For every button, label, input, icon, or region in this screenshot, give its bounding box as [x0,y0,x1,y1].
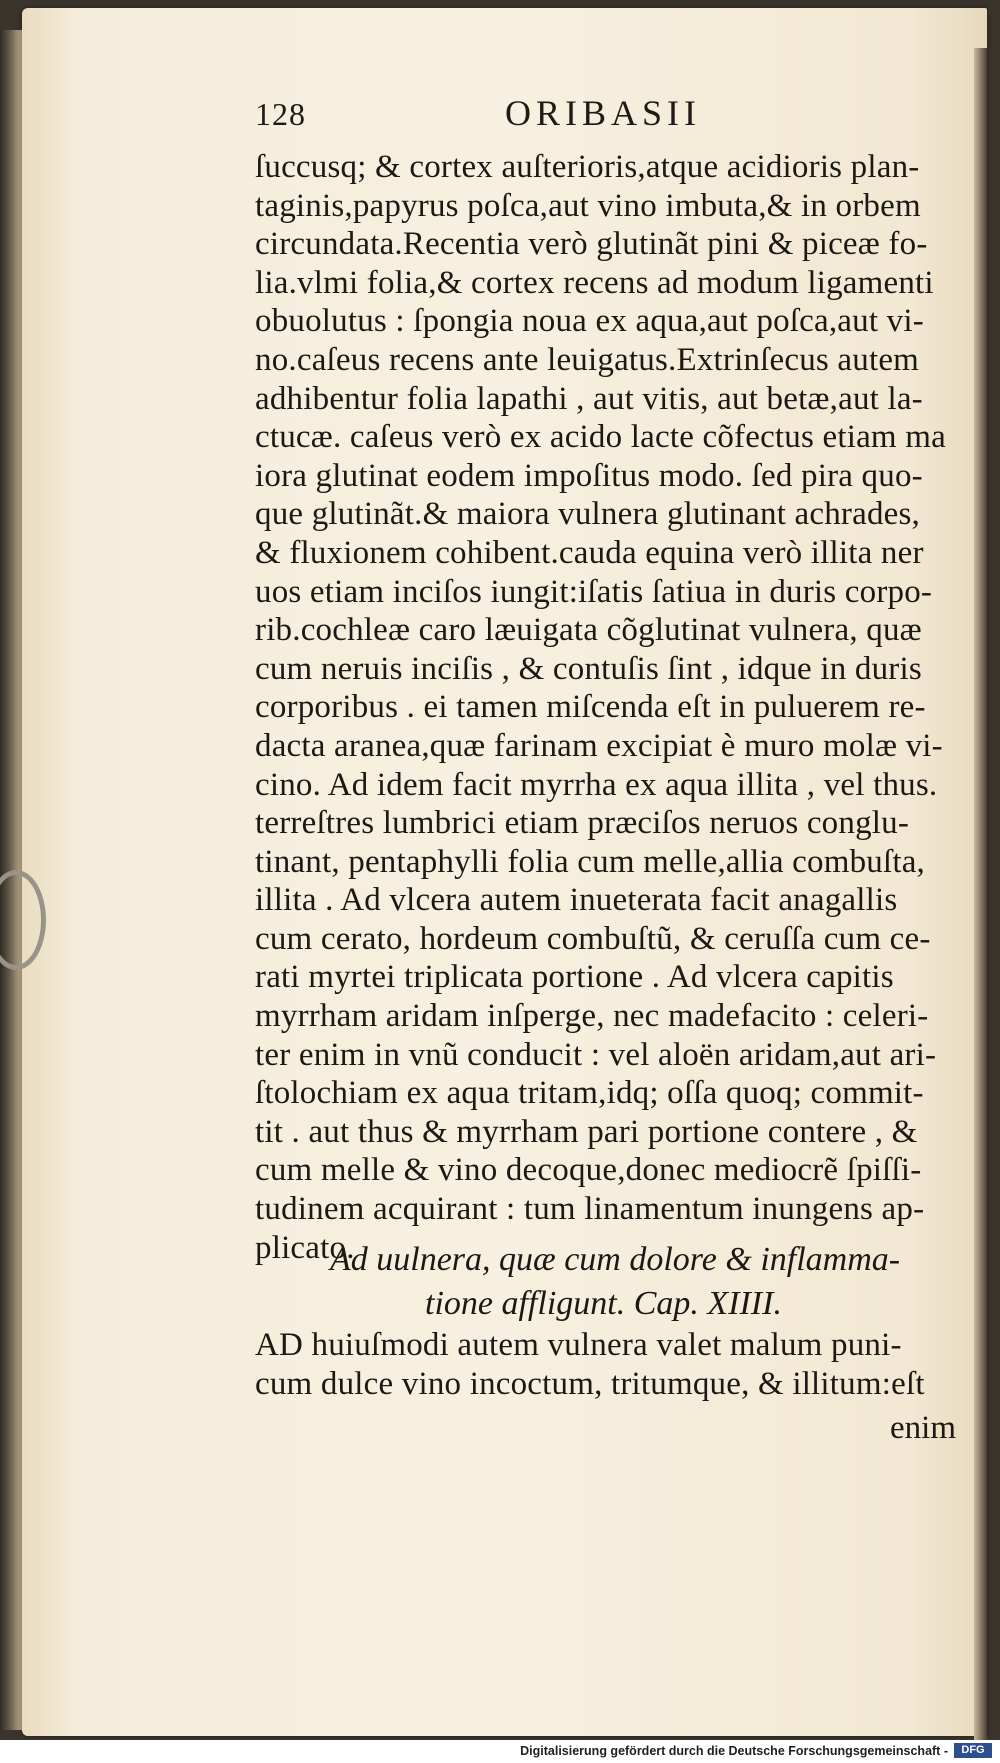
text-line: tudinem acquirant : tum linamentum inungens ap- [255,1191,925,1228]
text-line: corporibus . ei tamen miſcenda eſt in puluerem re- [255,689,926,726]
text-line: ter enim in vnũ conducit : vel aloën aridam,aut ari- [255,1036,937,1073]
catchword: enim [890,1410,956,1446]
text-line: uos etiam inciſos iungit:iſatis ſatiua in duris corpo- [255,573,933,610]
text-line: obuolutus : ſpongia noua ex aqua,aut poſca,aut vi- [255,303,924,340]
text-line: cum dulce vino incoctum, tritumque, & illitum:eſt [255,1365,925,1402]
text-line: cum cerato, hordeum combuſtũ, & ceruſſa cum ce- [255,920,931,957]
text-line: no.caſeus recens ante leuigatus.Extrinſecus autem [255,341,920,378]
text-line: iora glutinat eodem impoſitus modo. ſed pira quo- [255,457,923,494]
text-line: tinant, pentaphylli folia cum melle,allia combuſta, [255,843,926,880]
text-line: illita . Ad vlcera autem inueterata facit anagallis [255,882,898,919]
text-line: ſuccusq; & cortex auſterioris,atque acidioris plan- [255,149,920,185]
running-title: ORIBASII [505,93,702,133]
footer-bar [0,1740,1000,1763]
footer-credit: Digitalisierung gefördert durch die Deutsche Forschungsgemeinschaft - [520,1744,948,1758]
text-line: AD huiuſmodi autem vulnera valet malum puni- [255,1327,902,1363]
text-line: cino. Ad idem facit myrrha ex aqua illita , vel thus. [255,766,938,803]
text-line: cum melle & vino decoque,donec mediocrẽ ſpiſſi- [255,1152,922,1189]
text-line: que glutinãt.& maiora vulnera glutinant achrades, [255,496,920,533]
body-text [255,148,985,1267]
text-line: taginis,papyrus poſca,aut vino imbuta,& in orbem [255,187,921,224]
text-line: tit . aut thus & myrrham pari portione contere , & [255,1113,918,1150]
chapter-heading-line: Ad uulnera, quæ cum dolore & inflamma- [330,1241,901,1278]
text-line: ſtolochiam ex aqua tritam,idq; oſſa quoq; commit- [255,1075,924,1112]
text-line: dacta aranea,quæ farinam excipiat è muro molæ vi- [255,727,943,764]
chapter-heading-line: tione affligunt. Cap. XIIII. [425,1285,782,1322]
chapter-heading [255,1238,985,1326]
text-line: myrrham aridam inſperge, nec madefacito : celeri- [255,998,929,1035]
text-line: lia.vlmi folia,& cortex recens ad modum ligamenti [255,264,934,301]
text-line: plicato. [255,1229,355,1266]
text-line: rib.cochleæ caro læuigata cõglutinat vulnera, quæ [255,612,922,649]
text-line: terreſtres lumbrici etiam præciſos neruos conglu- [255,805,910,842]
text-line: adhibentur folia lapathi , aut vitis, aut betæ,aut la- [255,380,923,417]
chapter-body [255,1326,985,1403]
running-header [255,92,815,136]
text-line: rati myrtei triplicata portione . Ad vlcera capitis [255,959,894,996]
dfg-logo: DFG [954,1743,992,1758]
text-line: ctucæ. caſeus verò ex acido lacte cõfectus etiam ma [255,419,946,456]
text-line: cum neruis inciſis , & contuſis ſint , idque in duris [255,650,922,687]
page-number: 128 [255,96,306,132]
text-line: & fluxionem cohibent.cauda equina verò illita ner [255,534,924,571]
text-line: circundata.Recentia verò glutinãt pini & piceæ fo- [255,226,928,263]
